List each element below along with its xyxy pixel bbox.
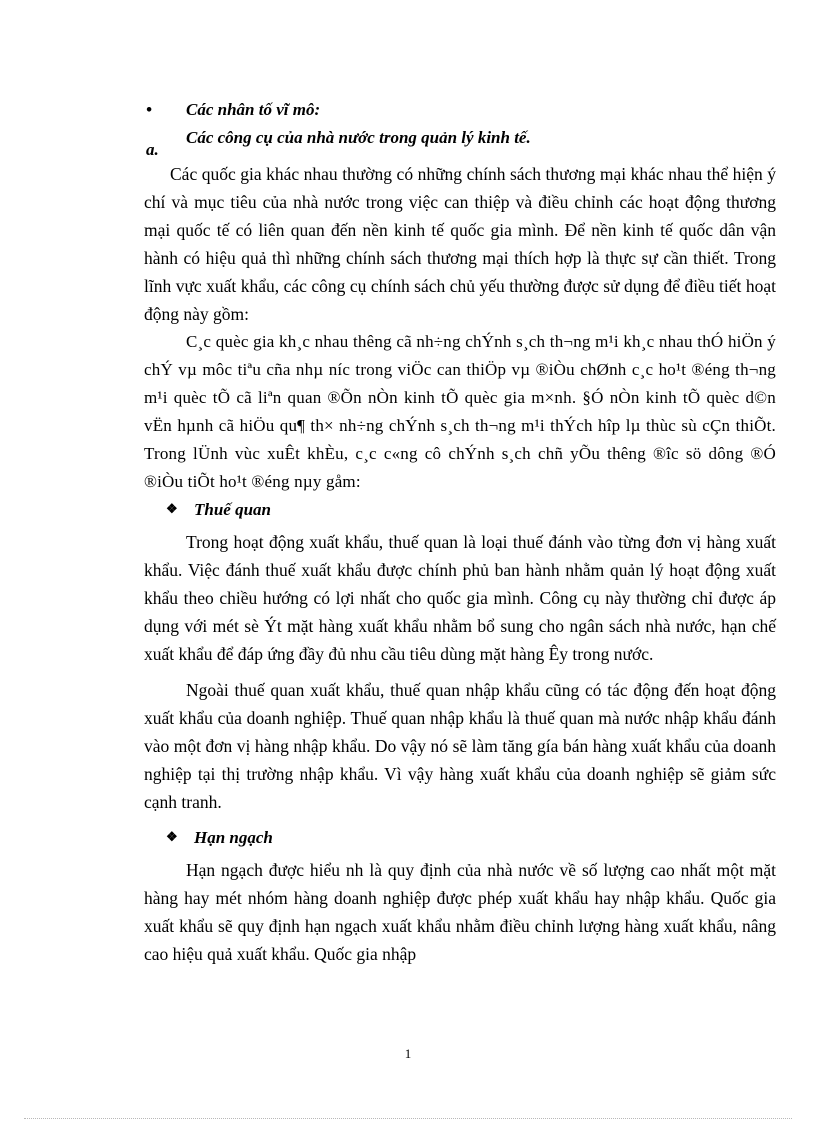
bullet-icon: • [146,100,152,119]
page-number: 1 [404,1046,412,1061]
section-heading-macro-factors [144,96,776,126]
paragraph-garbled-encoding: C¸c quèc gia kh¸c nhau thêng cã nh÷ng chÝnh s¸ch th¬ng m¹i kh¸c nhau thÓ hiÖn ý chÝ vµ môc tiªu cña nhµ níc trong viÖc can thiÖp vµ ®iÒu chØnh c¸c ho¹t ®éng th¬ng m¹i quèc tÕ cã liªn quan ®Õn nÒn kinh tÕ quèc gia m×nh. §Ó nÒn kinh tÕ quèc d©n vËn hµnh cã hiÖu qu¶ th× nh÷ng chÝnh s¸ch th¬ng m¹i thÝch hîp lµ thùc sù cÇn thiÕt. Trong lÜnh vùc xuÊt khÈu, c¸c c«ng cô chÝnh s¸ch chñ yÕu thêng ®îc sö dông ®Ó ®iÒu tiÕt ho¹t ®éng nµy gåm: [144,332,776,491]
paragraph-intro: Các quốc gia khác nhau thường có những chính sách thương mại khác nhau thể hiện ý chí và mục tiêu của nhà nước trong việc can thiệp và điều chỉnh các hoạt động thương mại quốc tế có liên quan đến nền kinh tế quốc gia mình. Để nền kinh tế quốc dân vận hành có hiệu quả thì những chính sách thương mại thích hợp là thực sự cần thiết. Trong lĩnh vực xuất khẩu, các công cụ chính sách chủ yếu thường được sử dụng để điều tiết hoạt động này gồm: [144,164,776,324]
paragraph-tariff-export: Trong hoạt động xuất khẩu, thuế quan là loại thuế đánh vào từng đơn vị hàng xuất khẩu. Việc đánh thuế xuất khẩu được chính phủ ban hành nhằm quản lý hoạt động xuất khẩu theo chiều hướng có lợi nhất cho quốc gia mình. Công cụ này thường chỉ được áp dụng với mét sè Ýt mặt hàng xuất khẩu nhằm bổ sung cho ngân sách nhà nước, hạn chế xuất khẩu để đáp ứng đầy đủ nhu cầu tiêu dùng mặt hàng Êy trong nước. [144,532,776,664]
section-heading-state-tools [144,128,776,158]
subheading-quota [144,824,776,856]
subheading-label: Hạn ngạch [194,828,273,847]
heading-number: a. [146,140,159,159]
subheading-tariff [144,496,776,528]
diamond-bullet-icon: ❖ [166,829,178,844]
document-body [144,96,776,968]
footer-divider [24,1118,792,1119]
heading-text: Các nhân tố vĩ mô: [186,100,321,119]
heading-text: Các công cụ của nhà nước trong quản lý kinh tế. [186,128,531,147]
paragraph-quota: Hạn ngạch được hiểu nh là quy định của nhà nước về số lượng cao nhất một mặt hàng hay mét nhóm hàng doanh nghiệp được phép xuất khẩu hay nhập khẩu. Quốc gia xuất khẩu sẽ quy định hạn ngạch xuất khẩu nhằm điều chỉnh lượng hàng xuất khẩu, nâng cao hiệu quả xuất khẩu. Quốc gia nhập [144,860,776,964]
subheading-label: Thuế quan [194,500,271,519]
diamond-bullet-icon: ❖ [166,501,178,516]
paragraph-tariff-import: Ngoài thuế quan xuất khẩu, thuế quan nhập khẩu cũng có tác động đến hoạt động xuất khẩu của doanh nghiệp. Thuế quan nhập khẩu là thuế quan mà nước nhập khẩu đánh vào một đơn vị hàng nhập khẩu. Do vậy nó sẽ làm tăng gía bán hàng xuất khẩu của doanh nghiệp tại thị trường nhập khẩu. Vì vậy hàng xuất khẩu của doanh nghiệp sẽ giảm sức cạnh tranh. [144,680,776,812]
